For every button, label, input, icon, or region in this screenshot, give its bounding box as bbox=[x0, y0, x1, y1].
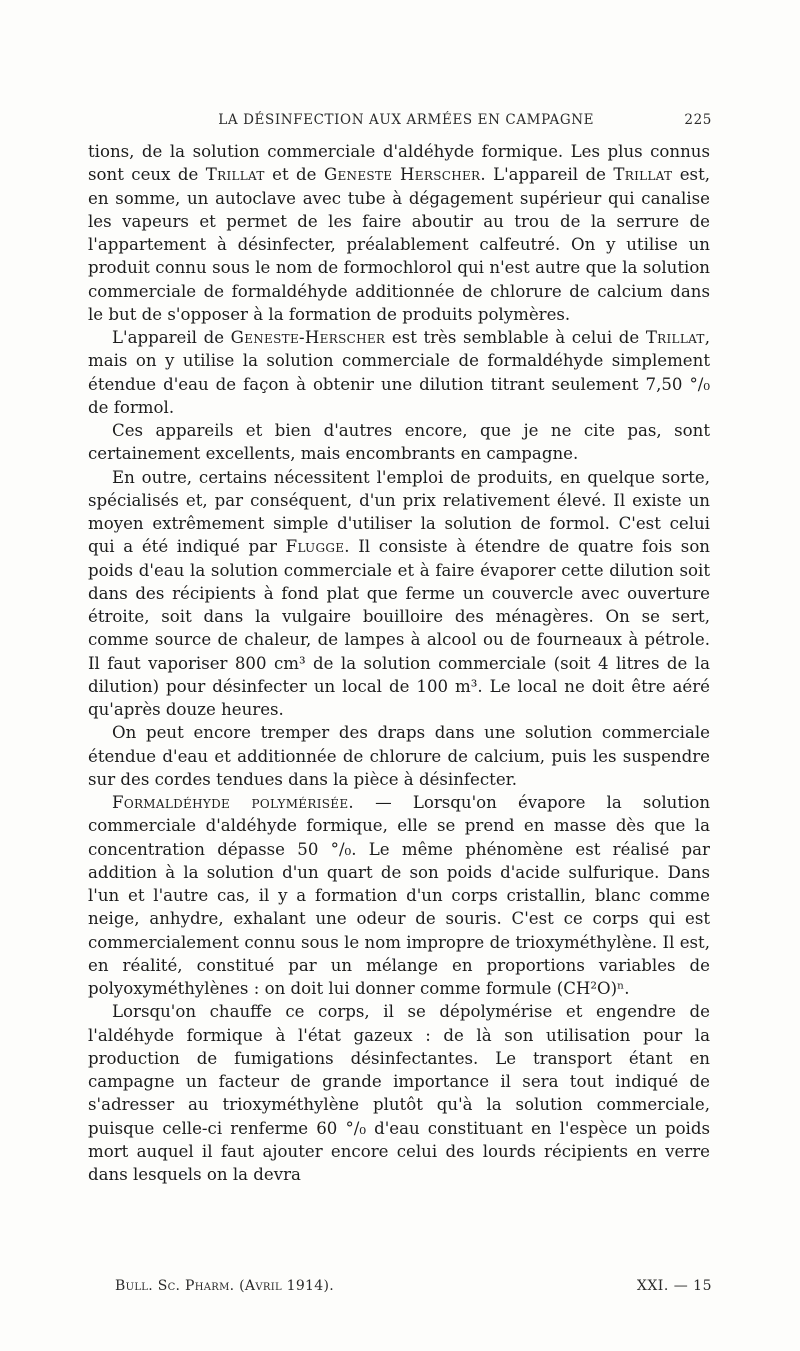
text-run: L'appareil de bbox=[112, 328, 231, 347]
text-run: est très semblable à celui de bbox=[385, 328, 646, 347]
author-name: Trillat bbox=[205, 165, 265, 185]
author-name: Trillat bbox=[645, 328, 705, 347]
text-run: , mais on y utilise la solution commerciale de formaldéhyde simplement étendue d'eau de façon à obtenir une dilution titrant seulement 7,50 °/₀ de formol. bbox=[88, 328, 710, 417]
page-footer bbox=[115, 1278, 712, 1294]
text-run: En outre, certains nécessitent l'emploi de produits, en quelque sorte, spécialisés et, par conséquent, d'un prix relativement élevé. Il existe un moyen extrêmement simple d'utiliser la solution de formol. C'est celui qui a été indiqué par bbox=[88, 467, 710, 557]
paragraph-5: On peut encore tremper des draps dans une solution commerciale étendue d'eau et additionnée de chlorure de calcium, puis les suspendre sur des cordes tendues dans la pièce à désinfecter. bbox=[88, 723, 710, 789]
text-run: . Il consiste à étendre de quatre fois son poids d'eau la solution commerciale et à faire évaporer cette dilution soit dans des récipients à fond plat que ferme un couvercle avec ouverture étroite, soit dans la vulgaire bouilloire des ménagères. On se sert, comme source de chaleur, de lampes à alcool ou de fourneaux à pétrole. Il faut vaporiser 800 cm³ de la solution commerciale (soit 4 litres de la dilution) pour désinfecter un local de 100 m³. Le local ne doit être aéré qu'après douze heures. bbox=[88, 537, 710, 719]
section-heading: Formaldéhyde polymérisée. bbox=[112, 793, 354, 812]
paragraph-2 bbox=[88, 326, 710, 419]
text-run: . L'appareil de bbox=[480, 165, 614, 185]
body-text bbox=[88, 140, 710, 1186]
journal-citation: Bull. Sc. Pharm. (Avril 1914). bbox=[115, 1278, 334, 1294]
text-run: est, en somme, un autoclave avec tube à dégagement supérieur qui canalise les vapeurs et permet de les faire aboutir au trou de la serrure de l'appartement à désinfecter, préalablement calfeutré. On y utilise un produit connu sous le nom de formochlorol qui n'est autre que la solution commerciale de formaldéhyde additionnée de chlorure de calcium dans le but de s'opposer à la formation de produits polymères. bbox=[88, 165, 711, 324]
author-name: Flugge bbox=[285, 537, 345, 557]
author-name: Geneste-Herscher bbox=[230, 328, 386, 347]
running-title: LA DÉSINFECTION AUX ARMÉES EN CAMPAGNE bbox=[218, 112, 595, 128]
signature-mark: XXI. — 15 bbox=[636, 1278, 712, 1294]
running-header bbox=[88, 112, 712, 128]
page-number: 225 bbox=[684, 112, 712, 128]
text-run: tions, de la solution commerciale d'aldéhyde formique. Les plus connus sont ceux de bbox=[88, 142, 710, 185]
paragraph-6 bbox=[88, 791, 710, 1000]
paragraph-1 bbox=[88, 140, 710, 326]
author-name: Trillat bbox=[613, 165, 673, 185]
text-run: — Lorsqu'on évapore la solution commerciale d'aldéhyde formique, elle se prend en masse dès que la concentration dépasse 50 °/₀. Le même phénomène est réalisé par addition à la solution d'un quart de son poids d'acide sulfurique. Dans l'un et l'autre cas, il y a formation d'un corps cristallin, blanc comme neige, anhydre, exhalant une odeur de souris. C'est ce corps qui est commercialement connu sous le nom impropre de trioxyméthylène. Il est, en réalité, constitué par un mélange en proportions variables de polyoxyméthylènes : on doit lui donner comme formule (CH²O)ⁿ. bbox=[88, 793, 711, 998]
paragraph-3: Ces appareils et bien d'autres encore, que je ne cite pas, sont certainement excellents, mais encombrants en campagne. bbox=[88, 421, 710, 464]
author-name: Geneste Herscher bbox=[323, 165, 481, 185]
paragraph-7: Lorsqu'on chauffe ce corps, il se dépolymérise et engendre de l'aldéhyde formique à l'état gazeux : de là son utilisation pour la production de fumigations désinfectantes. Le transport étant en campagne un facteur de grande importance il sera tout indiqué de s'adresser au trioxyméthylène plutôt qu'à la solution commerciale, puisque celle-ci renferme 60 °/₀ d'eau constituant en l'espèce un poids mort auquel il faut ajouter encore celui des lourds récipients en verre dans lesquels on la devra bbox=[88, 1002, 710, 1184]
paragraph-4 bbox=[88, 466, 710, 722]
text-run: et de bbox=[264, 165, 324, 185]
